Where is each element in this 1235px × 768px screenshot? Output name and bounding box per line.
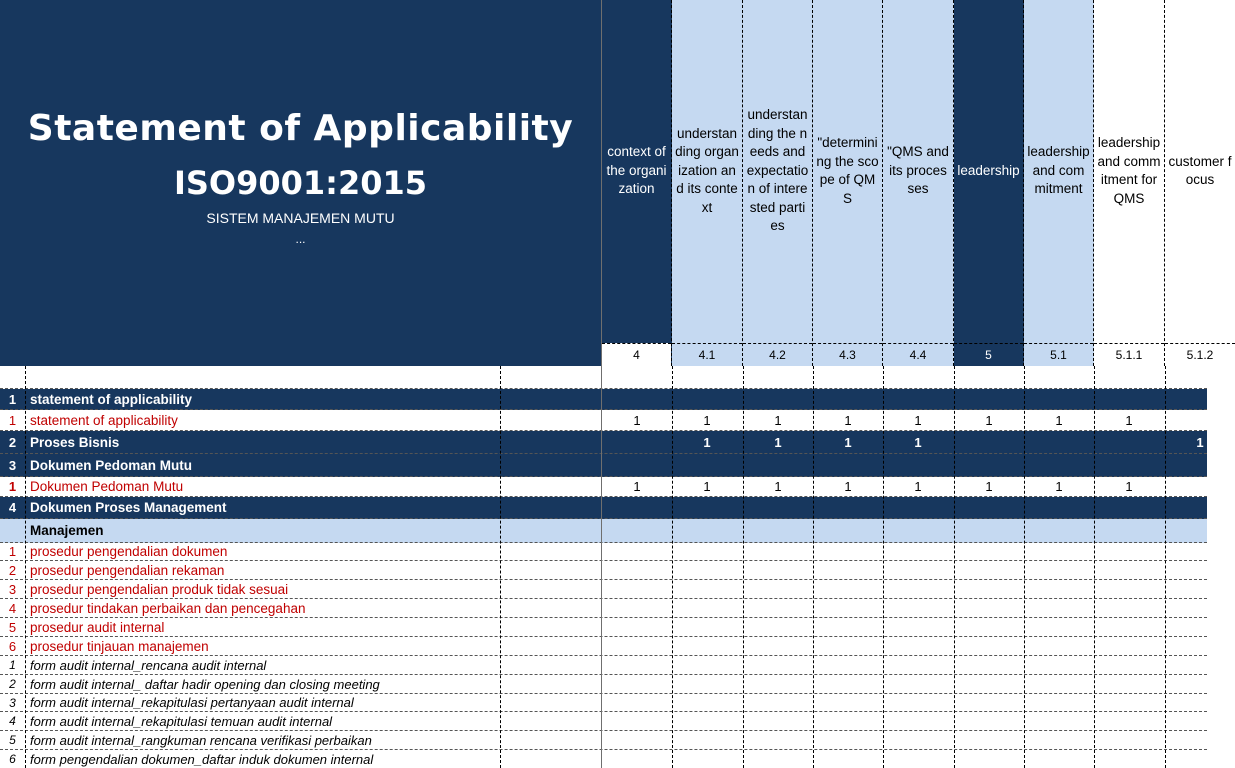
col-header-5[interactable]: [954, 0, 1024, 366]
row-label: prosedur tindakan perbaikan dan pencegahan: [30, 600, 306, 616]
row-number: 1: [9, 658, 16, 672]
col-header-number: 5.1.2: [1165, 343, 1235, 366]
col-header-5-1[interactable]: [1024, 0, 1094, 366]
table-row[interactable]: [0, 731, 1207, 750]
row-label: form audit internal_ daftar hadir opening dan closing meeting: [30, 676, 380, 692]
col-header-text: leadership and commitment for QMS: [1097, 135, 1161, 206]
col-header-text: leadership: [957, 162, 1020, 178]
table-row[interactable]: [0, 599, 1207, 618]
col-header-number: 5: [954, 343, 1023, 366]
row-label: form pengendalian dokumen_daftar induk dokumen internal: [30, 751, 374, 767]
grid-divider: [25, 366, 26, 768]
row-label: Manajemen: [30, 523, 104, 538]
table-cell[interactable]: 1: [1055, 479, 1063, 494]
grid-divider: [672, 366, 673, 768]
table-row[interactable]: [0, 580, 1207, 599]
table-cell[interactable]: 1: [774, 434, 782, 450]
col-header-4-3[interactable]: [813, 0, 883, 366]
col-header-number: 4.4: [883, 343, 953, 366]
col-header-text: understanding the needs and expectation of interested parties: [746, 107, 809, 234]
grid-divider: [813, 366, 814, 768]
table-cell[interactable]: 1: [703, 479, 711, 494]
table-cell[interactable]: 1: [774, 479, 782, 494]
table-cell[interactable]: 1: [914, 412, 922, 428]
row-label: statement of applicability: [30, 412, 178, 428]
col-header-number: 4.2: [743, 343, 812, 366]
table-cell[interactable]: 1: [633, 479, 641, 494]
table-row[interactable]: [0, 637, 1207, 656]
table-cell[interactable]: 1: [844, 479, 852, 494]
table-cell[interactable]: 1: [703, 434, 711, 450]
doc-row[interactable]: [0, 477, 1207, 497]
row-label: Dokumen Pedoman Mutu: [30, 479, 184, 494]
row-label: prosedur pengendalian dokumen: [30, 544, 228, 559]
section-row[interactable]: [0, 431, 1207, 454]
col-header-text: customer focus: [1168, 153, 1232, 187]
row-label: prosedur audit internal: [30, 619, 165, 635]
col-header-text: "QMS and its processes: [887, 144, 949, 197]
row-label: form audit internal_rekapitulasi temuan audit internal: [30, 713, 333, 729]
section-row[interactable]: [0, 389, 1207, 410]
title-dots: ...: [295, 232, 306, 246]
grid-divider: [743, 366, 744, 768]
subsection-row[interactable]: [0, 519, 1207, 543]
row-number: 2: [8, 562, 17, 578]
table-cell[interactable]: 1: [914, 479, 922, 494]
section-row[interactable]: [0, 497, 1207, 519]
table-cell[interactable]: 1: [1055, 412, 1063, 428]
table-cell[interactable]: 1: [774, 412, 782, 428]
grid-divider: [1165, 366, 1166, 768]
row-label: form audit internal_rangkuman rencana verifikasi perbaikan: [30, 732, 372, 748]
grid-divider: [883, 366, 884, 768]
freeze-pane-divider: [601, 0, 602, 768]
row-label: Proses Bisnis: [30, 434, 120, 450]
row-number: 5: [9, 733, 16, 747]
col-header-4-1[interactable]: [672, 0, 743, 366]
table-row[interactable]: [0, 618, 1207, 637]
row-label: Dokumen Proses Management: [30, 500, 227, 515]
grid-divider: [1094, 366, 1095, 768]
row-number: 4: [8, 600, 17, 616]
col-header-4-2[interactable]: [743, 0, 813, 366]
table-cell[interactable]: 1: [1125, 479, 1133, 494]
col-header-number: 5.1: [1024, 343, 1093, 366]
row-label: prosedur tinjauan manajemen: [30, 638, 209, 654]
doc-row[interactable]: [0, 410, 1207, 431]
table-row[interactable]: [0, 561, 1207, 580]
table-cell[interactable]: 1: [985, 412, 993, 428]
table-cell[interactable]: 1: [844, 412, 852, 428]
col-header-text: context of the organization: [606, 144, 667, 197]
table-row[interactable]: [0, 750, 1207, 768]
table-cell[interactable]: 1: [633, 412, 641, 428]
col-header-text: understanding organization and its context: [675, 125, 739, 215]
row-number: 3: [8, 581, 17, 597]
title-block: [0, 0, 601, 366]
row-number: 5: [8, 619, 17, 635]
table-row[interactable]: [0, 694, 1207, 712]
table-cell[interactable]: 1: [914, 434, 922, 450]
row-number: 1: [8, 544, 17, 559]
table-cell[interactable]: 1: [985, 479, 993, 494]
col-header-5-1-1[interactable]: [1094, 0, 1165, 366]
col-header-number: 5.1.1: [1094, 343, 1164, 366]
row-label: Dokumen Pedoman Mutu: [30, 457, 193, 473]
col-header-text: "determining the scope of QMS: [816, 135, 879, 206]
standard-title: ISO9001:2015: [173, 164, 428, 202]
col-header-text: leadership and commitment: [1027, 144, 1090, 197]
row-label: form audit internal_rencana audit internal: [30, 657, 267, 673]
title-caption: SISTEM MANAJEMEN MUTU: [206, 210, 395, 226]
spacer-row: [0, 366, 1207, 389]
grid-divider: [954, 366, 955, 768]
row-number: 2: [8, 434, 17, 450]
row-number: 2: [9, 677, 16, 691]
table-row[interactable]: [0, 543, 1207, 561]
page-title: Statement of Applicability: [27, 108, 574, 149]
col-header-number: 4.3: [813, 343, 882, 366]
row-label: form audit internal_rekapitulasi pertanyaan audit internal: [30, 695, 354, 710]
col-header-number: 4.1: [672, 343, 742, 366]
table-cell[interactable]: 1: [703, 412, 711, 428]
row-number: [0, 519, 25, 542]
row-label: statement of applicability: [30, 391, 193, 407]
row-label: prosedur pengendalian produk tidak sesuai: [30, 581, 289, 597]
grid-divider: [1024, 366, 1025, 768]
col-header-5-1-2[interactable]: [1165, 0, 1235, 366]
section-row[interactable]: [0, 454, 1207, 477]
row-number: 6: [9, 752, 16, 766]
row-label: prosedur pengendalian rekaman: [30, 562, 225, 578]
row-number: 4: [9, 714, 16, 728]
grid-divider: [500, 366, 501, 768]
row-number: 3: [8, 457, 17, 473]
table-row[interactable]: [0, 675, 1207, 694]
row-number: 1: [8, 479, 17, 494]
row-number: 1: [8, 391, 17, 407]
row-number: 3: [9, 695, 16, 710]
row-number: 4: [8, 500, 17, 515]
col-header-number: 4: [602, 343, 671, 366]
table-row[interactable]: [0, 712, 1207, 731]
table-cell[interactable]: 1: [1196, 434, 1204, 450]
row-number: 6: [8, 638, 17, 654]
col-header-4[interactable]: [602, 0, 672, 366]
table-cell[interactable]: 1: [1125, 412, 1133, 428]
table-cell[interactable]: 1: [844, 434, 852, 450]
col-header-4-4[interactable]: [883, 0, 954, 366]
table-row[interactable]: [0, 656, 1207, 675]
row-number: 1: [8, 412, 17, 428]
